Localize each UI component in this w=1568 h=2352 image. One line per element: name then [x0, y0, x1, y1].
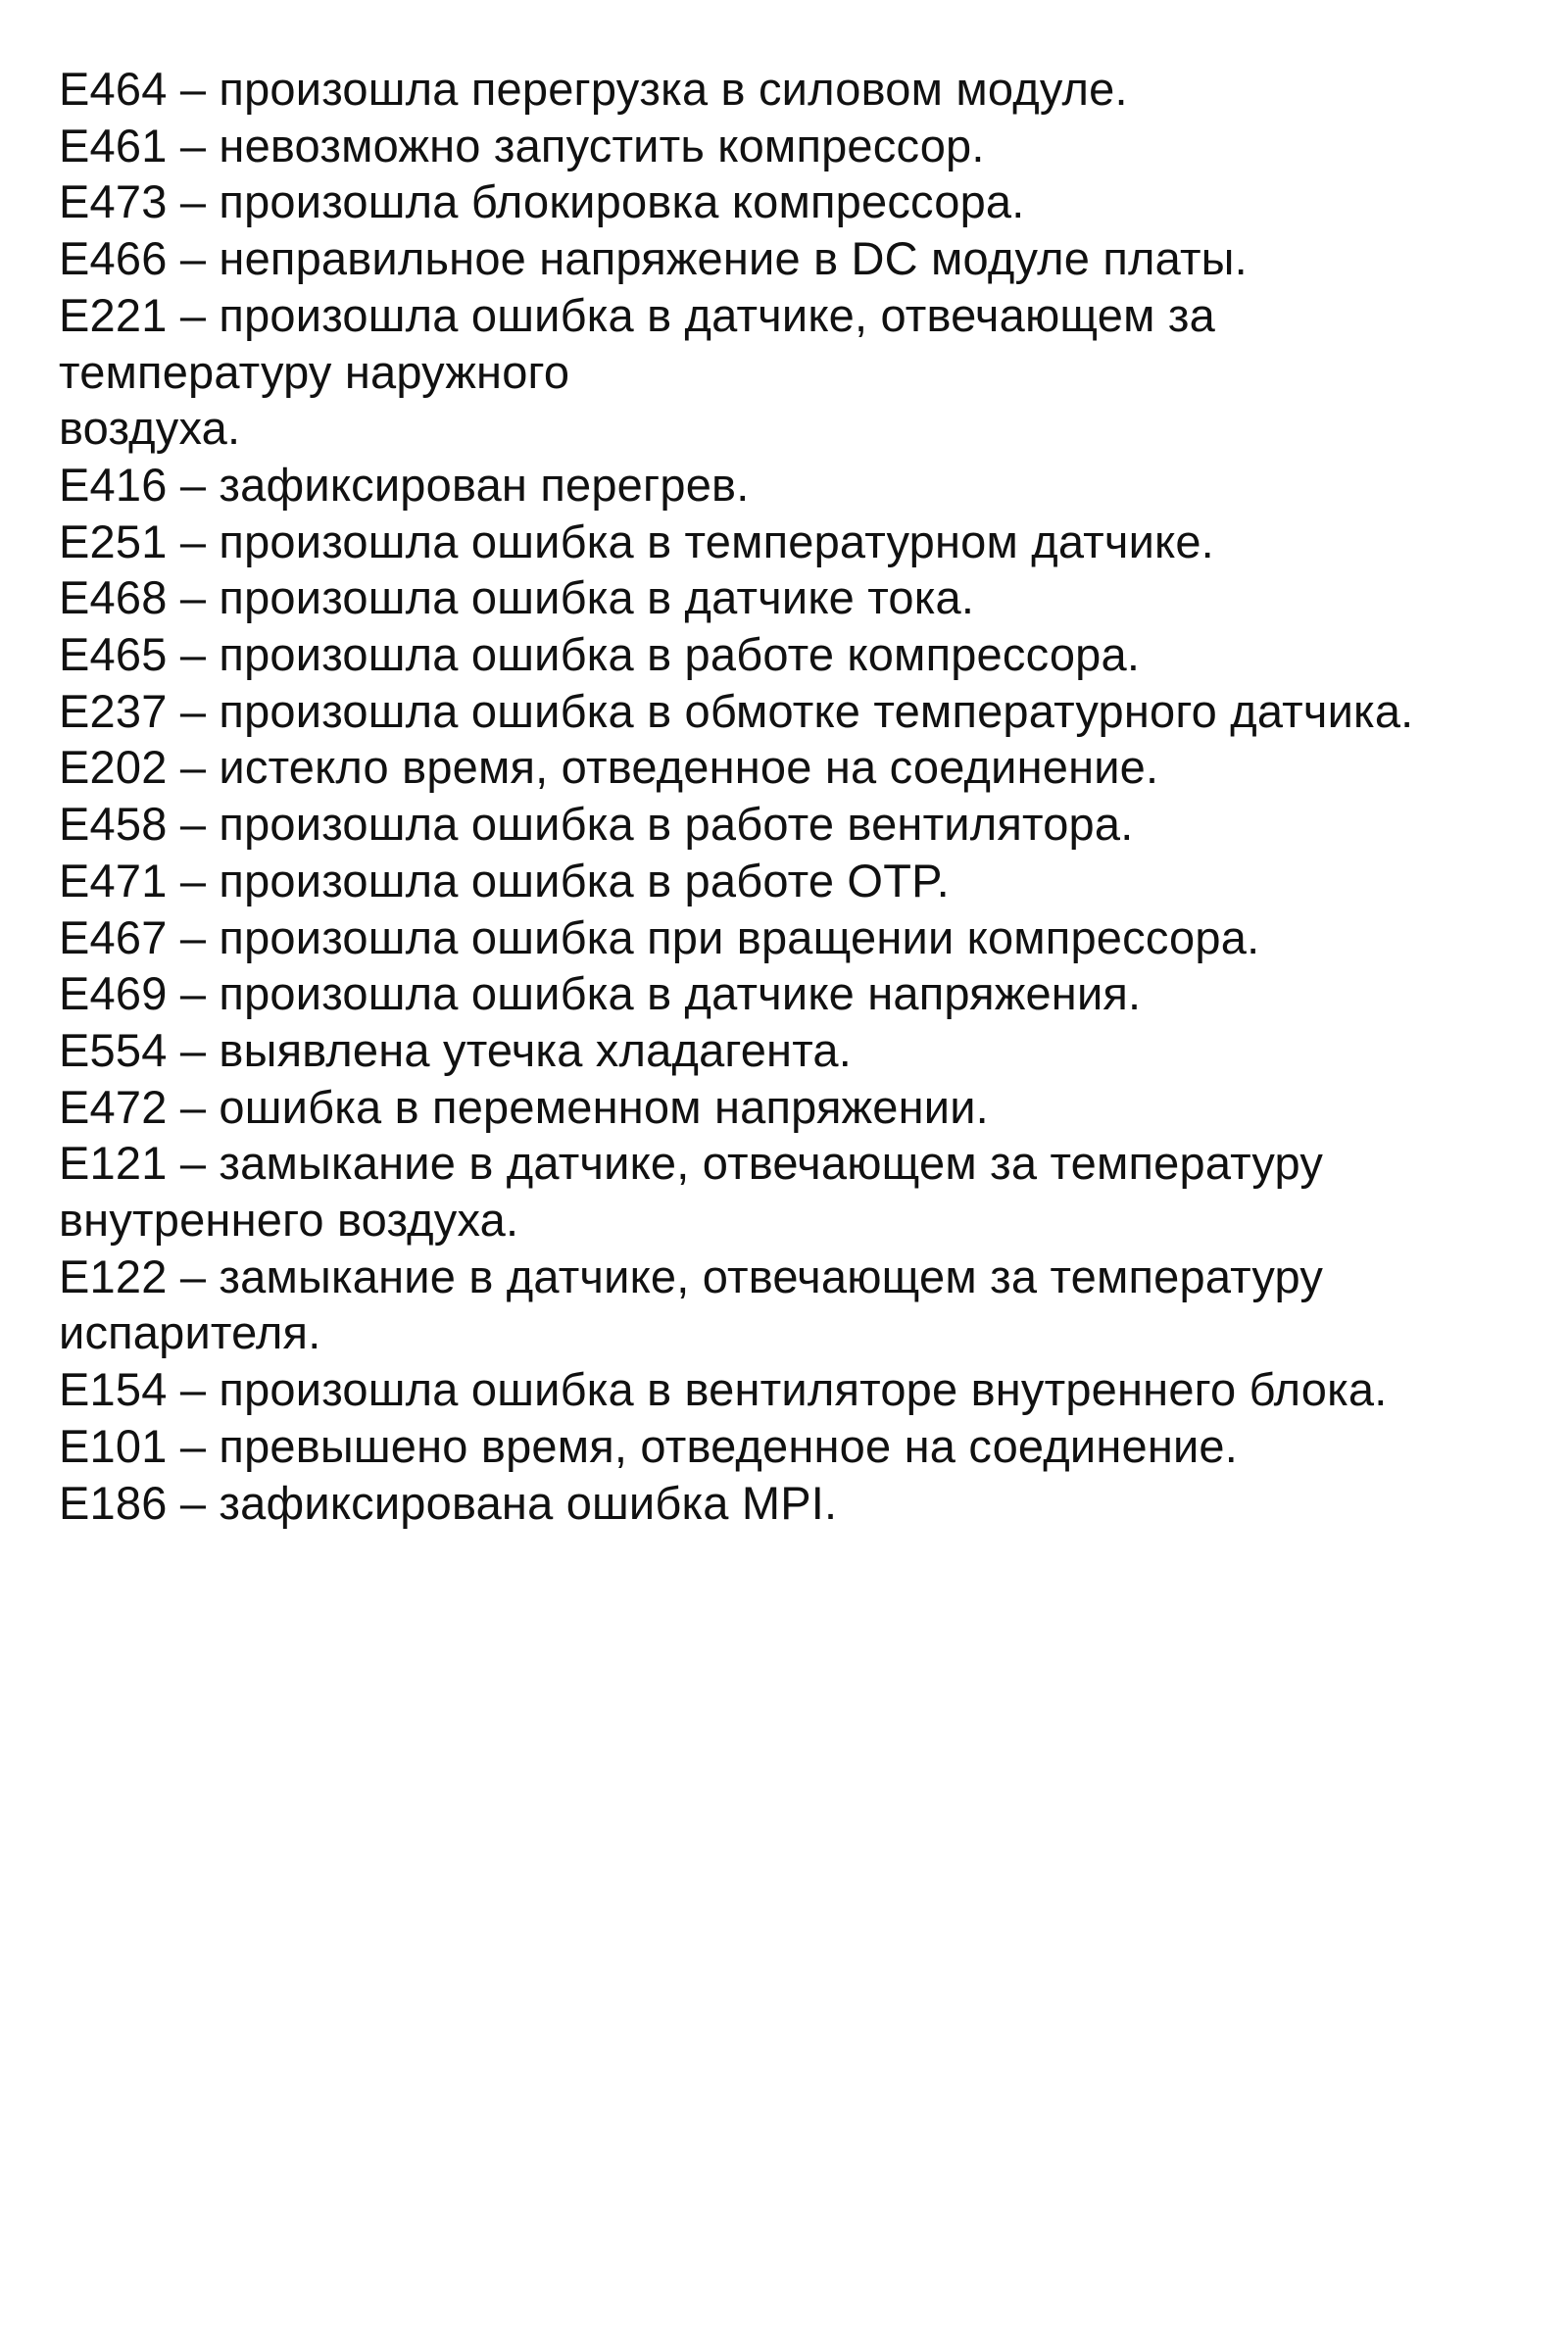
error-code-line: E464 – произошла перегрузка в силовом модуле.: [59, 63, 1128, 115]
error-code-line: E101 – превышено время, отведенное на соединение.: [59, 1419, 1239, 1472]
error-code-line: E461 – невозможно запустить компрессор.: [59, 119, 985, 172]
error-code-line: E473 – произошла блокировка компрессора.: [59, 175, 1025, 228]
error-code-line: E122 – замыкание в датчике, отвечающем за температуру: [59, 1250, 1324, 1302]
error-code-line: E468 – произошла ошибка в датчике тока.: [59, 571, 975, 624]
error-code-line: E554 – выявлена утечка хладагента.: [59, 1023, 853, 1076]
error-code-line: E466 – неправильное напряжение в DC модуле платы.: [59, 232, 1248, 285]
error-code-line: E469 – произошла ошибка в датчике напряжения.: [59, 967, 1142, 1020]
error-code-line: E251 – произошла ошибка в температурном датчике.: [59, 514, 1214, 567]
error-code-line: E467 – произошла ошибка при вращении компрессора.: [59, 910, 1260, 963]
error-code-line: E121 – замыкание в датчике, отвечающем за температуру: [59, 1137, 1324, 1190]
error-code-continuation-line: воздуха.: [59, 402, 241, 455]
error-code-continuation-line: внутреннего воздуха.: [59, 1194, 519, 1247]
error-code-line: E237 – произошла ошибка в обмотке температурного датчика.: [59, 684, 1414, 737]
error-code-list: [59, 61, 1529, 1531]
error-code-line: E416 – зафиксирован перегрев.: [59, 458, 750, 511]
error-code-line: E471 – произошла ошибка в работе OTP.: [59, 854, 950, 906]
error-code-line: E458 – произошла ошибка в работе вентилятора.: [59, 798, 1134, 851]
error-code-line: E154 – произошла ошибка в вентиляторе внутреннего блока.: [59, 1363, 1388, 1416]
error-code-line: E472 – ошибка в переменном напряжении.: [59, 1080, 989, 1133]
error-code-line: E202 – истекло время, отведенное на соединение.: [59, 741, 1159, 794]
error-code-continuation-line: испарителя.: [59, 1306, 321, 1359]
error-code-line: E221 – произошла ошибка в датчике, отвечающем за: [59, 288, 1215, 341]
error-code-line: E186 – зафиксирована ошибка MPI.: [59, 1476, 838, 1529]
error-code-continuation-line: температуру наружного: [59, 345, 570, 398]
error-code-line: E465 – произошла ошибка в работе компрессора.: [59, 628, 1141, 681]
